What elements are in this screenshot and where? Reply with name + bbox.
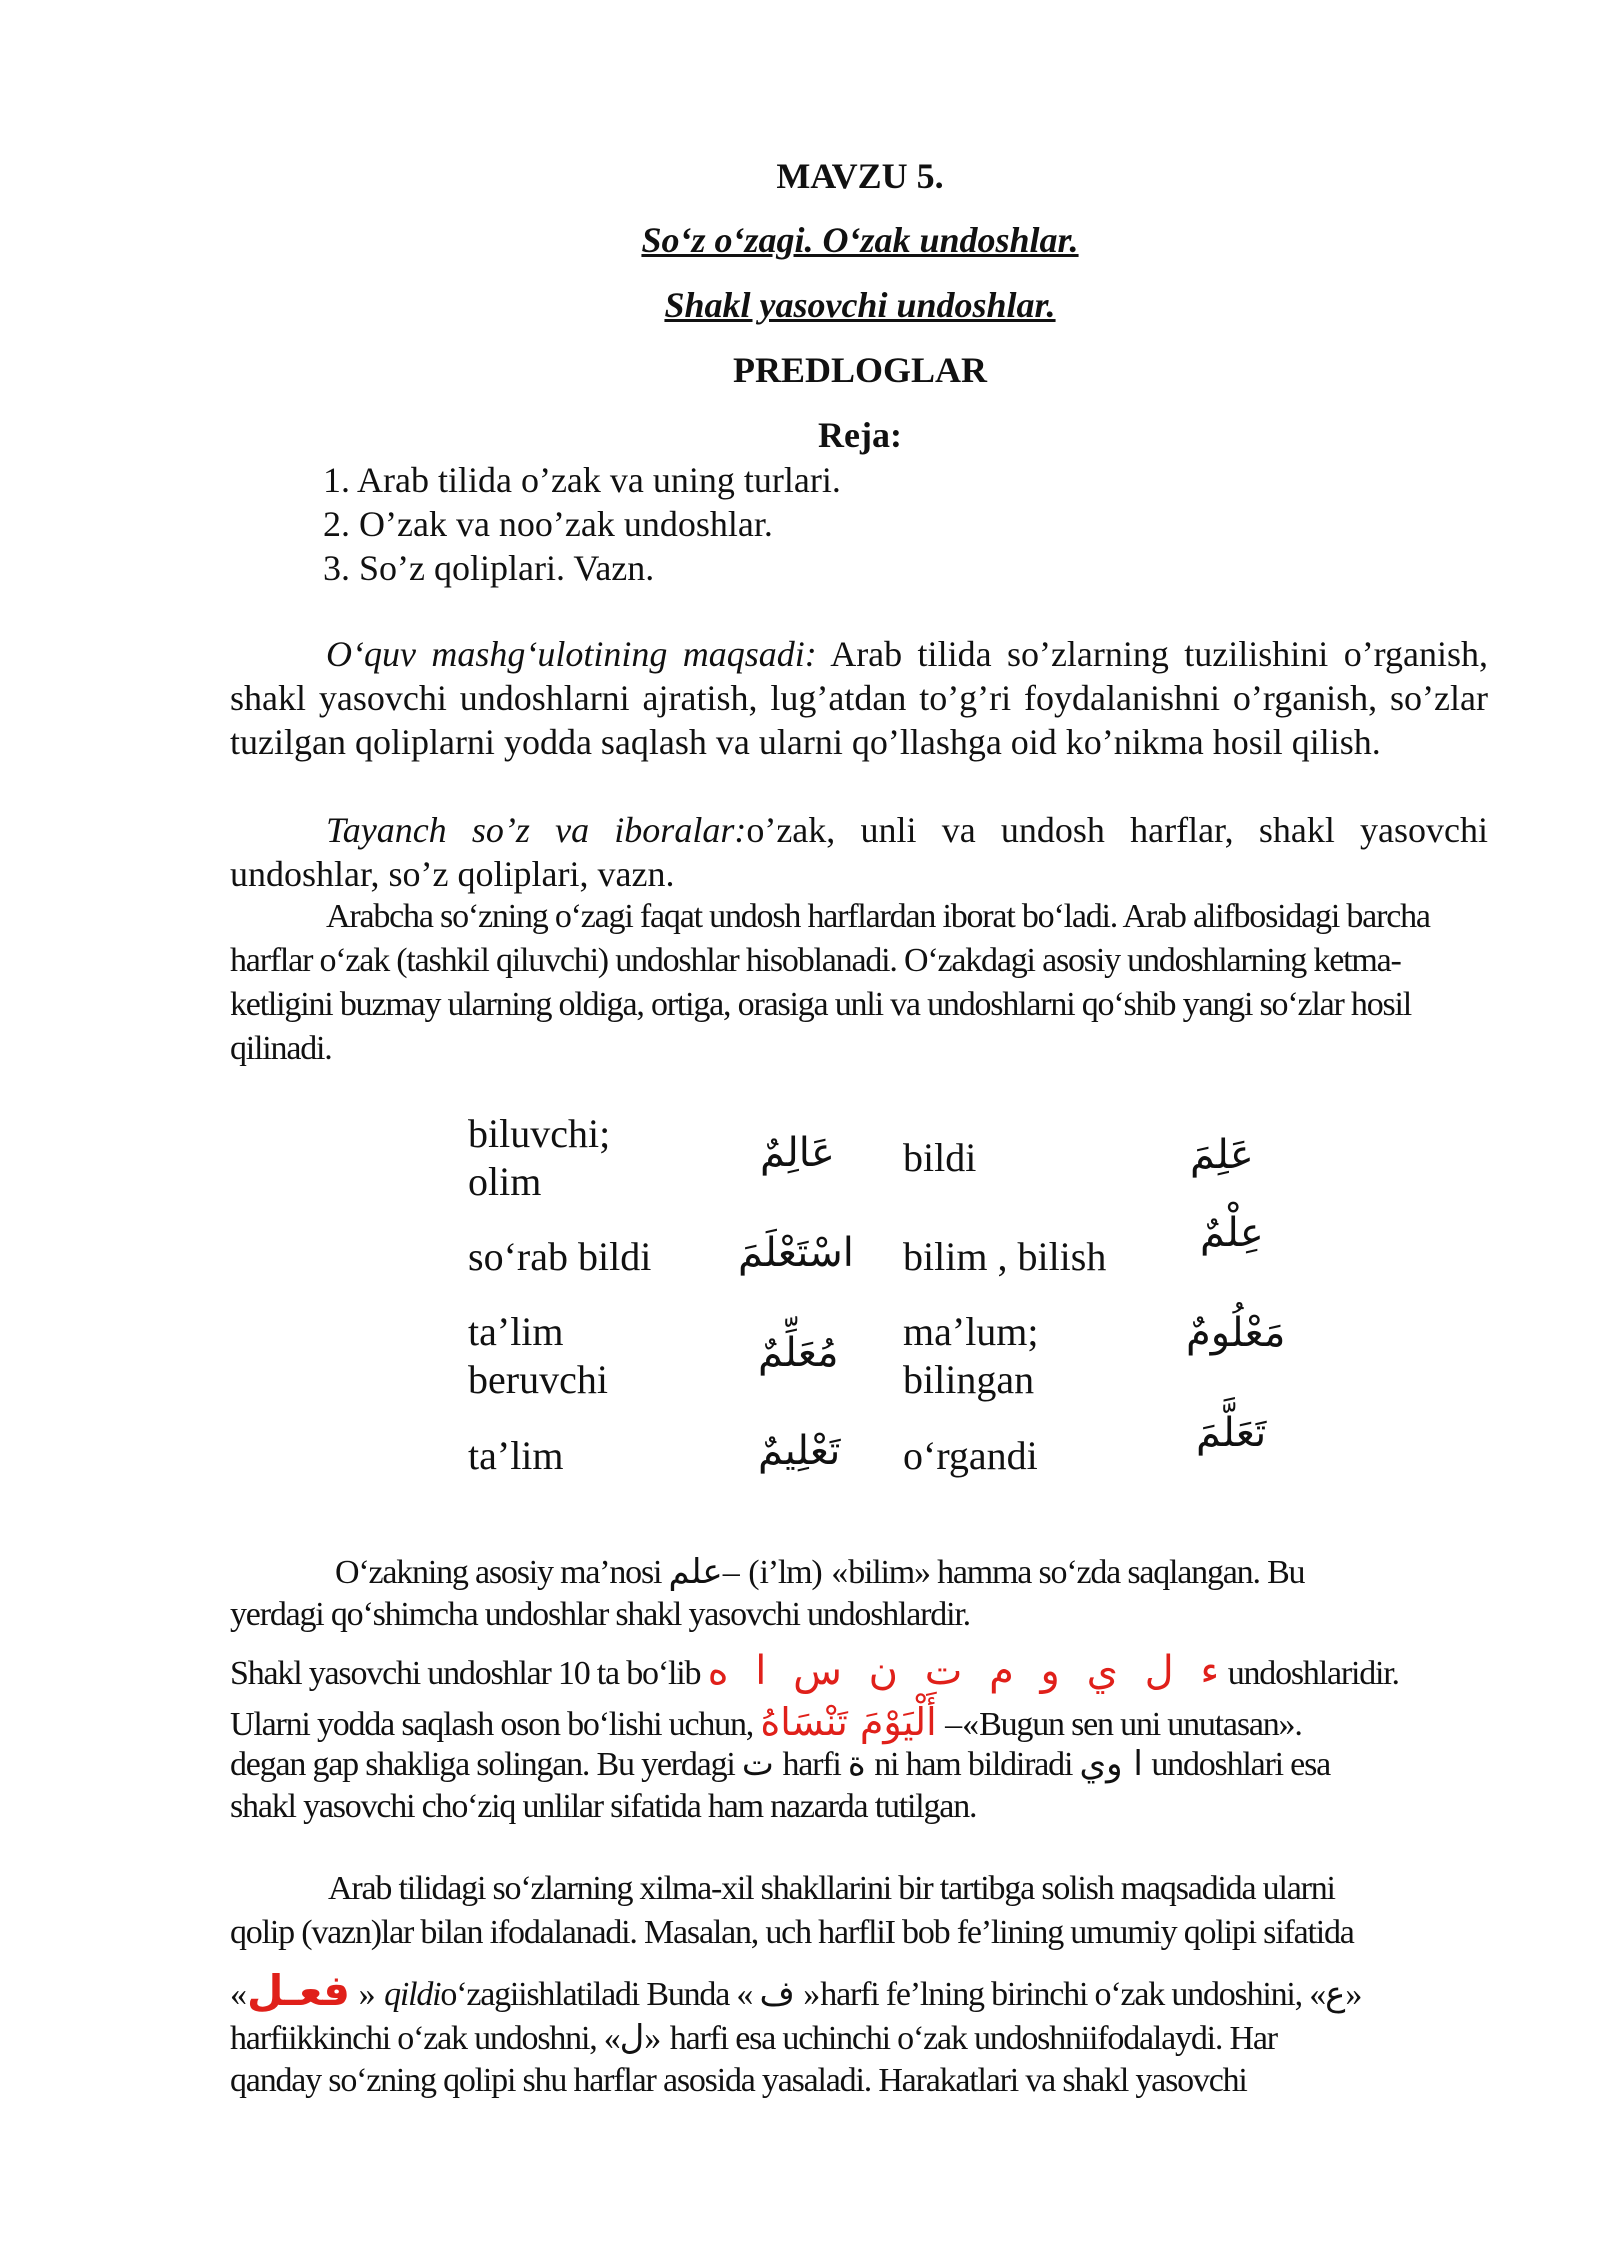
pattern-line-3: «فعـل » qildio‘zagiishlatiladi Bunda « ف »harfi fe’lning birinchi o‘zak undoshini, «ع» — [230, 1966, 1363, 2015]
table-cell-uz: bildi — [903, 1135, 977, 1180]
table-cell-uz: bilim , bilish — [903, 1234, 1107, 1279]
ta-marbuta-letter: ة — [847, 1744, 866, 1784]
table-cell-ar: عَالِمٌ — [760, 1130, 835, 1176]
table-cell-ar: مَعْلُومٌ — [1186, 1310, 1286, 1356]
plan-title: Reja: — [818, 415, 902, 455]
table-cell-ar: عَلِمَ — [1190, 1132, 1254, 1178]
table-cell-uz: biluvchi; olim — [468, 1111, 611, 1204]
ain-letter: ع — [1325, 1974, 1346, 2014]
formers-line-3: degan gap shakliga solingan. Bu yerdagi ت harfi ة ni ham bildiradi ا وي undoshlari esa — [230, 1744, 1330, 1784]
pattern-line-4: harfiikkinchi o‘zak undoshni, «ل» harfi esa uchinchi o‘zak undoshniifodalaydi. Har — [230, 2018, 1277, 2058]
long-vowel-letters: ا وي — [1079, 1744, 1143, 1784]
subtitle-root: So‘z o‘zagi. O‘zak undoshlar. — [641, 220, 1079, 260]
root-line-1: O‘zakning asosiy ma’nosi علم– (i’lm) «bilim» hamma so‘zda saqlangan. Bu — [335, 1552, 1305, 1592]
plan-item: 2. O’zak va noo’zak undoshlar. — [323, 504, 773, 544]
goal-text: Arab tilida so’zlarning tuzilishini o’rganish, shakl yasovchi undoshlarni ajratish, lug’atdan to’g’ri foydalanishni o’rganish, so’zlar tuzilgan qoliplarni yodda saqlash va ularni qo’llashga oid ko’nikma hosil qilish. — [230, 634, 1489, 762]
intro-paragraph — [230, 895, 1480, 1071]
formers-line-2: Ularni yodda saqlash oson bo‘lishi uchun, أَلْيَوْمَ تَنْسَاهُ –«Bugun sen uni unutasan». — [230, 1700, 1302, 1744]
section-heading: PREDLOGLAR — [732, 350, 988, 390]
former-letters: ء ل ي و م ت ن س ا ه — [707, 1648, 1220, 1694]
lam-letter: ل — [619, 2018, 645, 2058]
pattern-line-2: qolip (vazn)lar bilan ifodalanadi. Masalan, uch harfliI bob fe’lining umumiy qolipi sifatida — [230, 1914, 1354, 1951]
formers-line-1: Shakl yasovchi undoshlar 10 ta bo‘lib ء ل ي و م ت ن س ا ه undoshlaridir. — [230, 1648, 1399, 1694]
keywords-paragraph — [230, 808, 1488, 896]
table-cell-ar: مُعَلِّمٌ — [758, 1330, 839, 1376]
plan-list — [323, 458, 841, 590]
table-cell-uz: ma’lum; bilingan — [903, 1309, 1039, 1402]
ta-letter: ت — [741, 1744, 774, 1784]
goal-paragraph — [230, 632, 1488, 764]
intro-text: Arabcha so‘zning o‘zagi faqat undosh harflardan iborat bo‘ladi. Arab alifbosidagi barcha harflar o‘zak (tashkil qiluvchi) undoshlar hisoblanadi. O‘zakdagi asosiy undoshlarning ketma-ketligini buzmay ularning oldiga, ortiga, orasiga unli va undoshlarni qo‘shib yangi so‘zlar hosil qilinadi. — [230, 898, 1430, 1067]
table-cell-uz: o‘rgandi — [903, 1433, 1038, 1478]
keywords-text: o’zak, unli va undosh harflar, shakl yasovchi undoshlar, so’z qoliplari, vazn. — [230, 810, 1488, 894]
table-cell-ar: تَعَلَّمَ — [1196, 1410, 1267, 1456]
table-cell-ar: اسْتَعْلَمَ — [738, 1230, 854, 1276]
root-arabic: علم — [668, 1552, 723, 1592]
table-cell-uz: ta’lim — [468, 1433, 564, 1478]
table-cell-uz: so‘rab bildi — [468, 1234, 652, 1279]
fa-letter: ف — [759, 1974, 795, 2014]
pattern-line-5: qanday so‘zning qolipi shu harflar asosida yasaladi. Harakatlari va shakl yasovchi — [230, 2062, 1247, 2099]
table-cell-ar: تَعْلِيمٌ — [758, 1428, 841, 1474]
table-cell-ar: عِلْمٌ — [1200, 1210, 1264, 1256]
table-cell-uz: ta’lim beruvchi — [468, 1309, 608, 1402]
formers-line-4: shakl yasovchi cho‘ziq unlilar sifatida ham nazarda tutilgan. — [230, 1788, 977, 1825]
mnemonic-phrase: أَلْيَوْمَ تَنْسَاهُ — [760, 1700, 937, 1744]
fa3ala-pattern: فعـل — [247, 1966, 351, 2015]
plan-item: 3. So’z qoliplari. Vazn. — [323, 548, 655, 588]
pattern-line-1: Arab tilidagi so‘zlarning xilma-xil shakllarini bir tartibga solish maqsadida ularni — [328, 1870, 1335, 1907]
keywords-label: Tayanch so’z va iboralar: — [326, 810, 747, 850]
plan-item: 1. Arab tilida o’zak va uning turlari. — [323, 460, 841, 500]
root-line-2: yerdagi qo‘shimcha undoshlar shakl yasovchi undoshlardir. — [230, 1596, 970, 1633]
subtitle-formers: Shakl yasovchi undoshlar. — [664, 285, 1056, 325]
topic-heading: MAVZU 5. — [776, 156, 944, 196]
goal-label: O‘quv mashg‘ulotining maqsadi: — [326, 634, 817, 674]
